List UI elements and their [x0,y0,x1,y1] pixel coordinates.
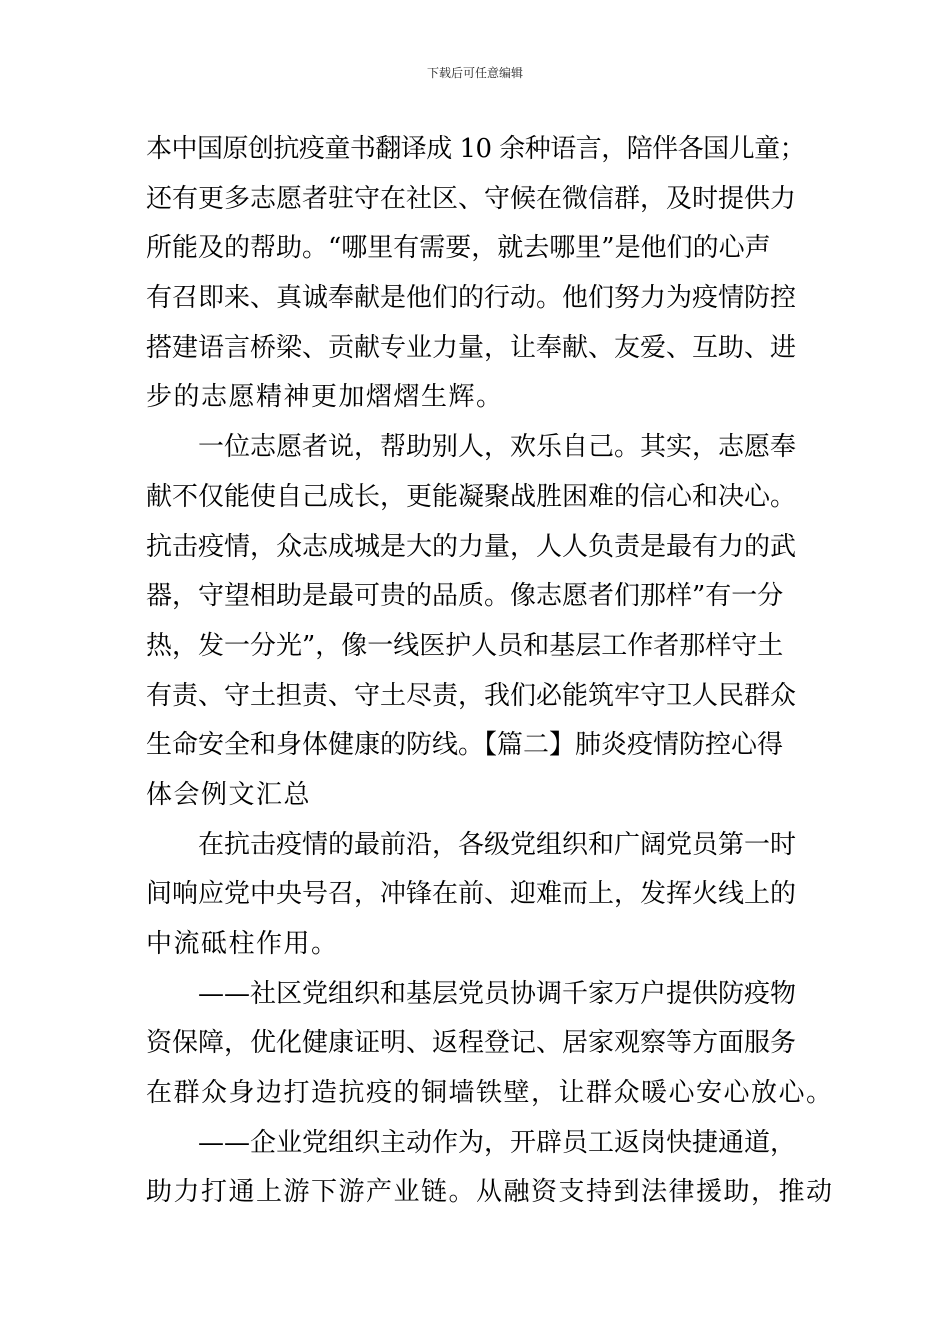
text-line: 生命安全和身体健康的防线。【篇二】肺炎疫情防控心得 [146,730,784,761]
text-line: 本中国原创抗疫童书翻译成 10 余种语言，陪伴各国儿童； [146,134,806,164]
text-line: 在群众身边打造抗疫的铜墙铁壁，让群众暖心安心放心。 [146,1078,834,1109]
text-line: 还有更多志愿者驻守在社区、守候在微信群，及时提供力 [146,183,797,214]
text-line: 热，发一分光”，像一线医护人员和基层工作者那样守土 [146,630,784,661]
paragraph-first-line: 一位志愿者说，帮助别人，欢乐自己。其实，志愿奉 [198,432,797,463]
text-line: 资保障，优化健康证明、返程登记、居家观察等方面服务 [146,1028,797,1059]
page-header: 下载后可任意编辑 [426,66,523,80]
text-line: 有责、守土担责、守土尽责，我们必能筑牢守卫人民群众 [146,680,797,711]
paragraph-first-line: ——企业党组织主动作为，开辟员工返岗快捷通道， [198,1127,797,1158]
text-line: 有召即来、真诚奉献是他们的行动。他们努力为疫情防控 [146,283,797,314]
text-line: 间响应党中央号召，冲锋在前、迎难而上，发挥火线上的 [146,879,797,910]
paragraph-first-line: 在抗击疫情的最前沿，各级党组织和广阔党员第一时 [198,829,797,860]
paragraph-first-line: ——社区党组织和基层党员协调千家万户提供防疫物 [198,978,797,1009]
text-line: 抗击疫情，众志成城是大的力量，人人负责是最有力的武 [146,531,797,562]
text-line: 步的志愿精神更加熠熠生辉。 [146,382,504,413]
text-line: 所能及的帮助。“哪里有需要，就去哪里”是他们的心声 [146,233,771,264]
text-line: 献不仅能使自己成长，更能凝聚战胜困难的信心和决心。 [146,481,797,512]
text-line: 体会例文汇总 [146,779,312,810]
text-line: 中流砥柱作用。 [146,929,339,959]
text-line: 器，守望相助是最可贵的品质。像志愿者们那样”有一分 [146,581,784,612]
text-line: 搭建语言桥梁、贡献专业力量，让奉献、友爱、互助、进 [146,332,797,363]
document-body [146,125,834,1218]
text-line: 助力打通上游下游产业链。从融资支持到法律援助，推动 [146,1177,834,1208]
